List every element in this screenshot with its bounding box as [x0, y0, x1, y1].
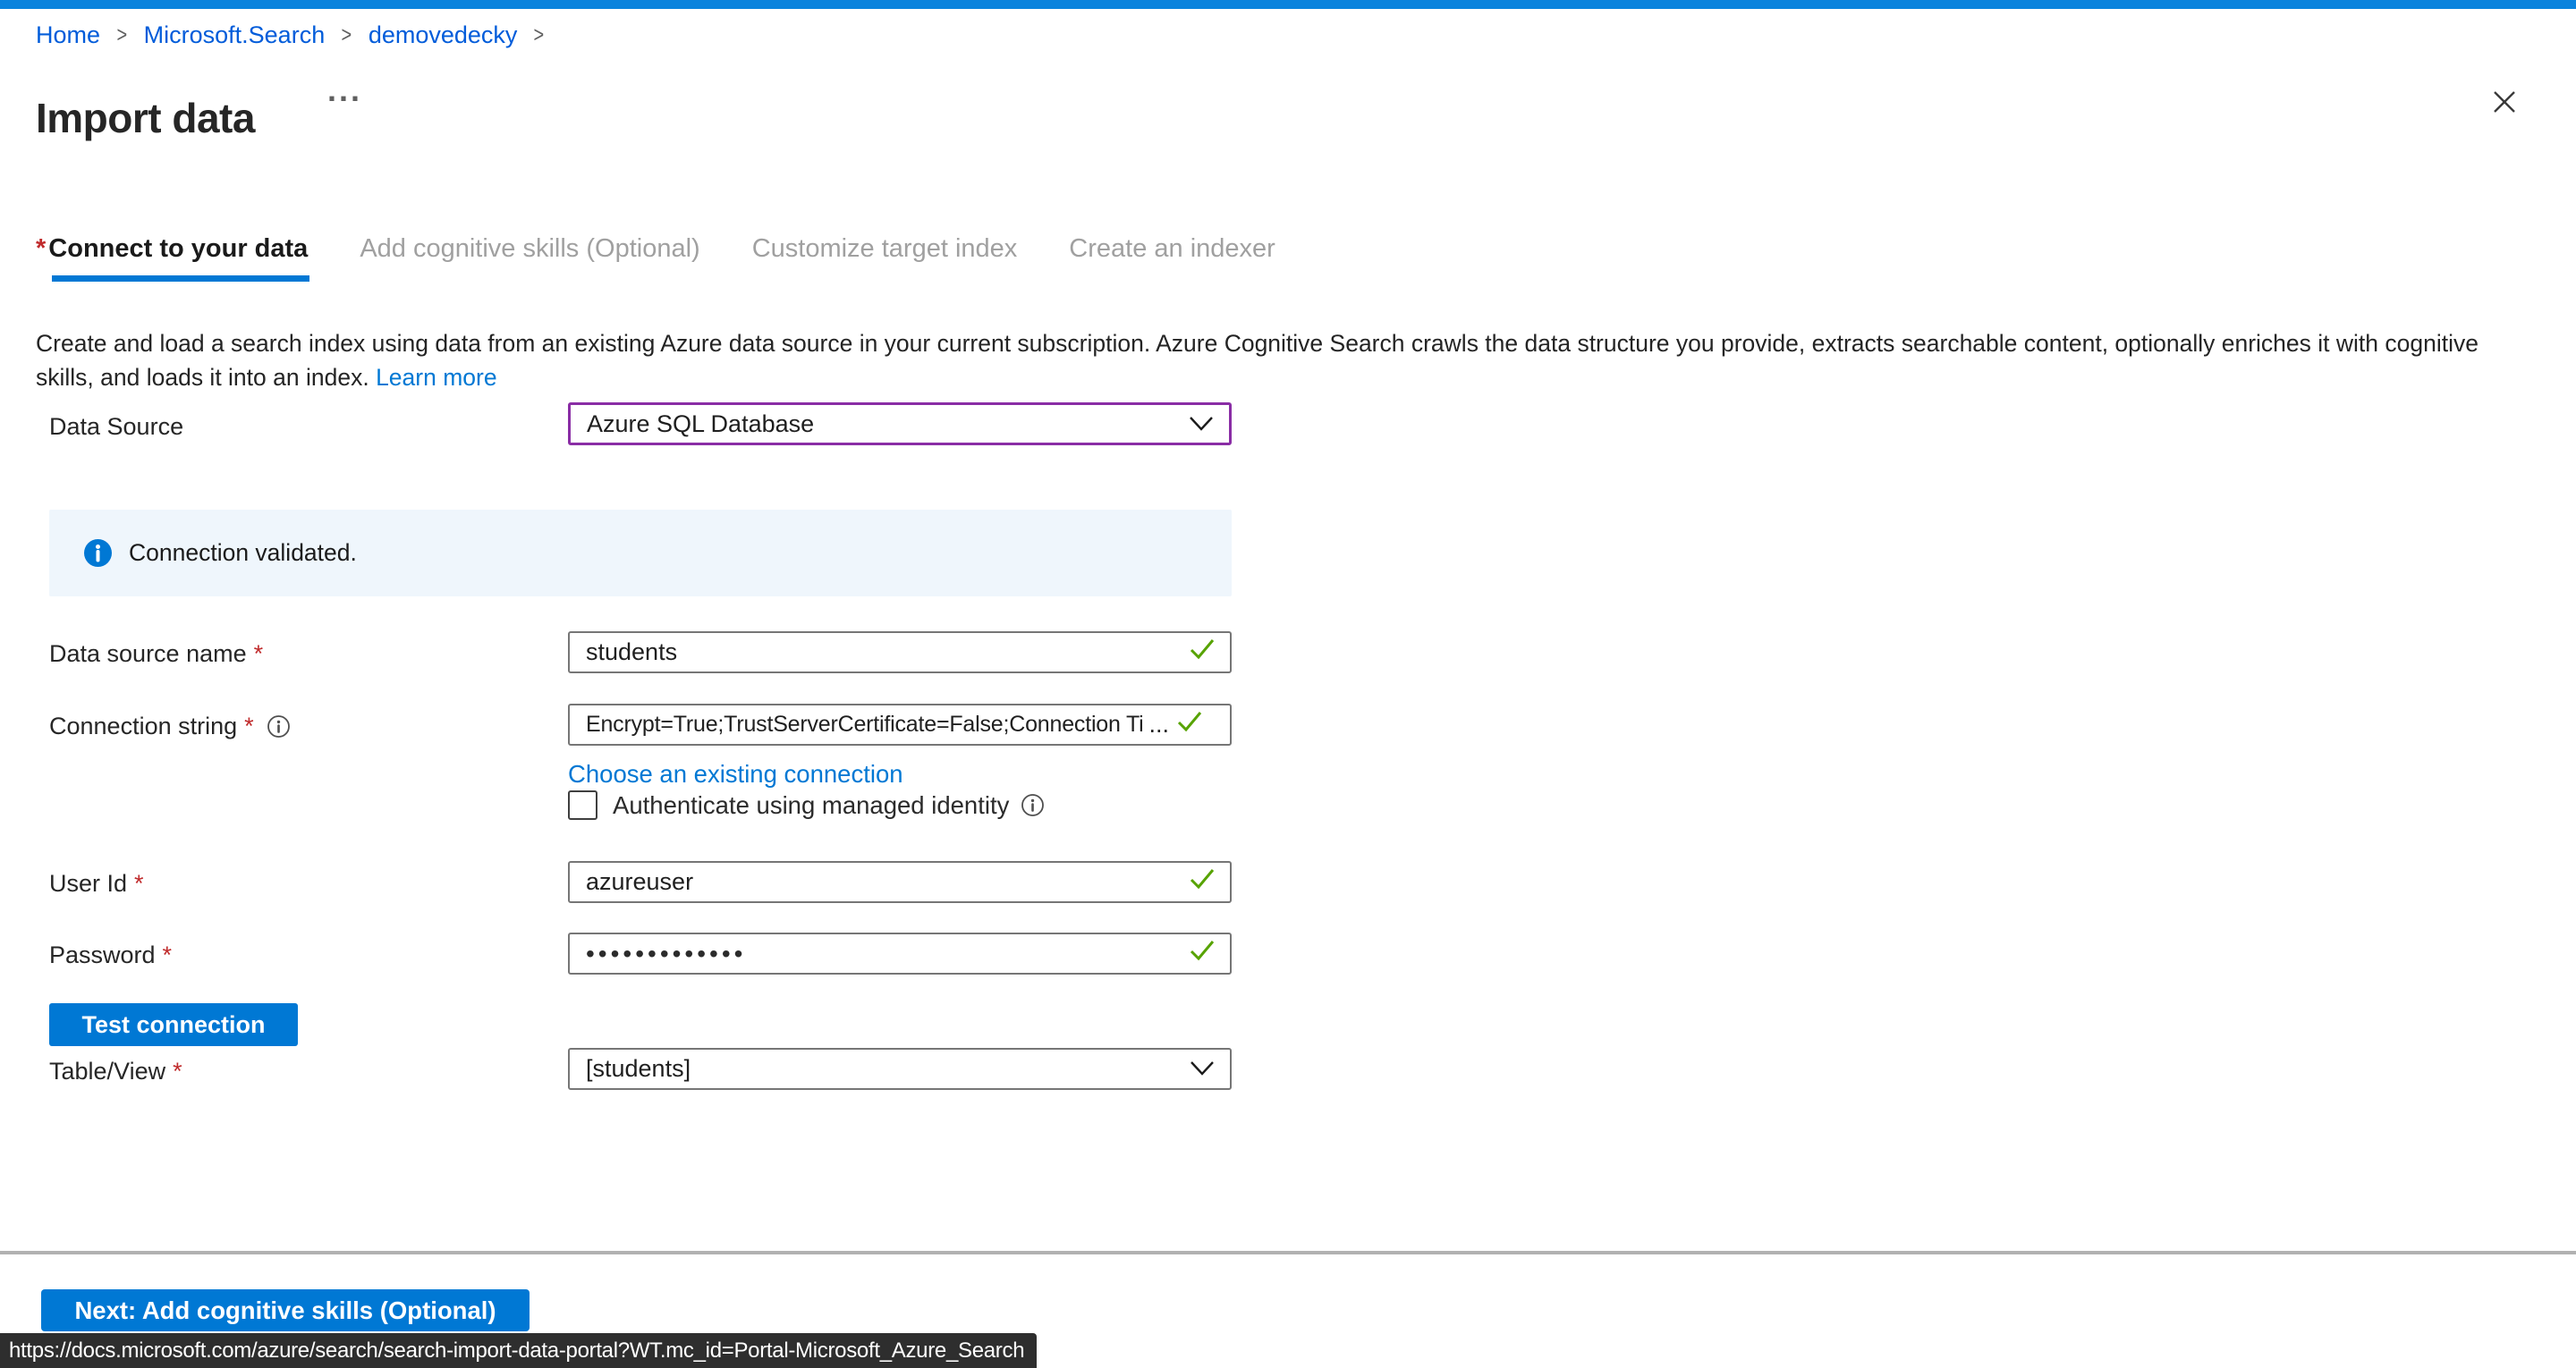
valid-check-icon — [1189, 866, 1216, 898]
required-marker: * — [36, 234, 47, 263]
connection-string-label: Connection string * — [49, 713, 291, 740]
browser-status-bar: https://docs.microsoft.com/azure/search/search-import-data-portal?WT.mc_id=Portal-Microsoft_Azure_Search — [0, 1333, 1037, 1368]
data-source-label: Data Source — [49, 413, 184, 440]
data-source-name-input[interactable]: students — [568, 631, 1232, 673]
chevron-right-icon: > — [116, 22, 128, 47]
tab-add-cognitive-skills[interactable]: Add cognitive skills (Optional) — [360, 234, 700, 263]
table-view-dropdown[interactable] — [568, 1048, 1232, 1090]
top-accent-bar — [0, 0, 2576, 9]
breadcrumb-microsoft-search[interactable]: Microsoft.Search — [143, 21, 326, 48]
connection-validated-banner — [49, 510, 1232, 596]
footer-separator — [0, 1251, 2576, 1254]
tab-connect-to-your-data[interactable]: * Connect to your data — [36, 234, 308, 283]
wizard-tabs — [36, 234, 1275, 283]
intro-text: Create and load a search index using data from an existing Azure data source in your current subscription. Azure Cognitive Search crawls the data structure you provide, extracts searchable content, optionally enriches it with cognitive skills, and loads it into an index. Learn more — [36, 329, 2479, 391]
password-label: Password * — [49, 942, 173, 968]
required-marker: * — [134, 870, 144, 897]
managed-identity-checkbox[interactable] — [568, 790, 597, 820]
info-tooltip-icon[interactable] — [1021, 793, 1045, 817]
next-step-button[interactable]: Next: Add cognitive skills (Optional) — [41, 1289, 530, 1331]
breadcrumb-home[interactable]: Home — [36, 21, 101, 48]
test-connection-button[interactable]: Test connection — [49, 1003, 298, 1046]
breadcrumb — [36, 21, 546, 49]
close-icon[interactable] — [2488, 86, 2521, 118]
info-tooltip-icon[interactable] — [267, 714, 291, 739]
required-marker: * — [162, 942, 173, 968]
page-title: Import data — [36, 94, 255, 141]
data-source-name-label: Data source name * — [49, 640, 264, 667]
managed-identity-label: Authenticate using managed identity — [613, 790, 1010, 819]
required-marker: * — [244, 713, 254, 739]
valid-check-icon — [1189, 637, 1216, 668]
valid-check-icon — [1176, 709, 1203, 740]
data-source-dropdown[interactable] — [568, 402, 1232, 445]
tab-create-an-indexer[interactable]: Create an indexer — [1069, 234, 1275, 263]
table-view-value: [students] — [586, 1055, 691, 1082]
more-options-icon[interactable]: ... — [327, 72, 363, 108]
connection-string-input[interactable]: Encrypt=True;TrustServerCertificate=False;Connection Ti ... — [568, 704, 1232, 746]
learn-more-link[interactable]: Learn more — [376, 363, 497, 391]
active-tab-underline — [52, 275, 309, 282]
chevron-down-icon — [1189, 1055, 1216, 1083]
user-id-label: User Id * — [49, 870, 144, 897]
required-marker: * — [253, 640, 264, 667]
required-marker: * — [173, 1058, 182, 1085]
truncation-ellipsis: ... — [1148, 711, 1170, 738]
info-filled-icon — [83, 538, 113, 568]
managed-identity-row — [568, 790, 1045, 820]
chevron-down-icon — [1188, 410, 1215, 438]
user-id-input[interactable]: azureuser — [568, 861, 1232, 903]
table-view-label: Table/View * — [49, 1058, 182, 1085]
tab-customize-target-index[interactable]: Customize target index — [751, 234, 1018, 263]
banner-text: Connection validated. — [129, 539, 357, 566]
chevron-right-icon: > — [533, 22, 545, 47]
password-input[interactable]: ••••••••••••• — [568, 933, 1232, 975]
choose-existing-connection-link[interactable]: Choose an existing connection — [568, 760, 903, 788]
data-source-value: Azure SQL Database — [587, 410, 815, 437]
breadcrumb-demovedecky[interactable]: demovedecky — [368, 21, 518, 48]
valid-check-icon — [1189, 938, 1216, 969]
chevron-right-icon: > — [341, 22, 352, 47]
